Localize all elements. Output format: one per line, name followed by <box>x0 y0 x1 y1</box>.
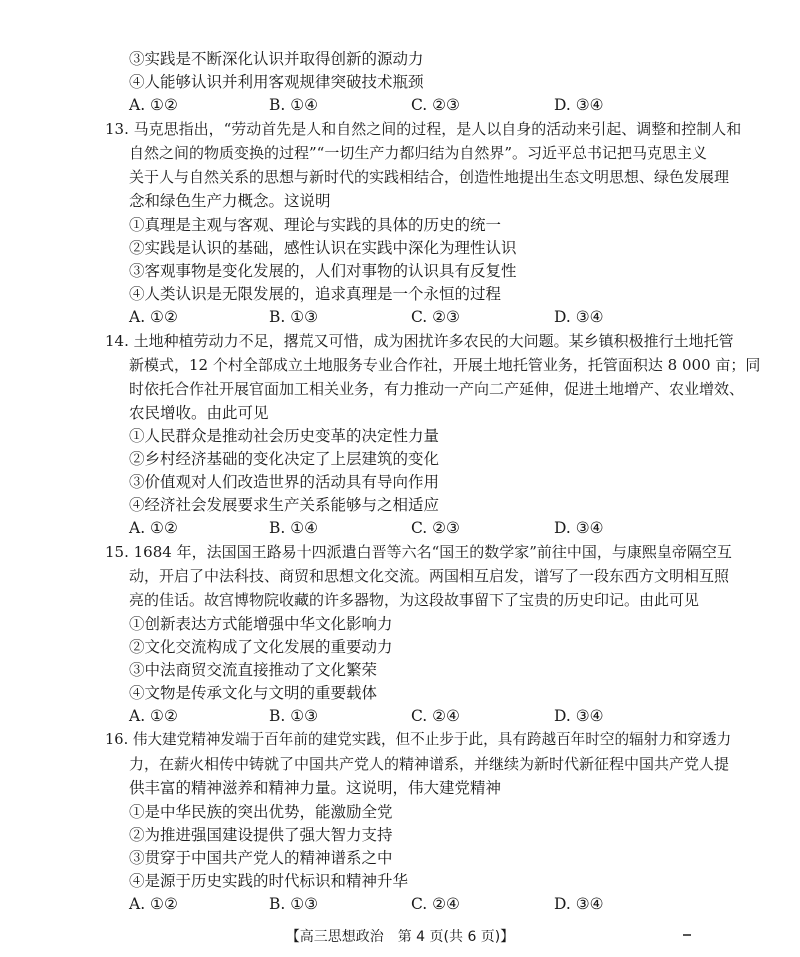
q15-line-3: 亮的佳话。故宫博物院收藏的许多器物，为这段故事留下了宝贵的历史印记。由此可见 <box>129 591 700 609</box>
q13-statement-1: ①真理是主观与客观、理论与实践的具体的历史的统一 <box>129 216 502 234</box>
q13-option-b: B. ①③ <box>269 308 319 326</box>
q16-line-2: 力，在薪火相传中铸就了中国共产党人的精神谱系，并继续为新时代新征程中国共产党人提 <box>129 755 730 773</box>
q13-option-a: A. ①② <box>129 308 178 326</box>
page-footer: 【高三思想政治 第 4 页(共 6 页)】 <box>285 929 515 945</box>
q13-statement-4: ④人类认识是无限发展的，追求真理是一个永恒的过程 <box>129 285 502 303</box>
q15-option-a: A. ①② <box>129 707 178 725</box>
q14-option-d: D. ③④ <box>554 519 604 537</box>
q15-option-c: C. ②④ <box>411 707 460 725</box>
q12-option-c: C. ②③ <box>411 96 460 114</box>
q13-option-d: D. ③④ <box>554 308 604 326</box>
q15-option-d: D. ③④ <box>554 707 604 725</box>
q16-statement-3: ③贯穿于中国共产党人的精神谱系之中 <box>129 849 393 867</box>
corner-mark <box>683 934 691 936</box>
q16-option-a: A. ①② <box>129 895 178 913</box>
q14-statement-1: ①人民群众是推动社会历史变革的决定性力量 <box>129 427 440 445</box>
q15-statement-2: ②文化交流构成了文化发展的重要动力 <box>129 638 393 656</box>
q13-option-c: C. ②③ <box>411 308 460 326</box>
q15-statement-1: ①创新表达方式能增强中华文化影响力 <box>129 615 393 633</box>
q16-statement-1: ①是中华民族的突出优势，能激励全党 <box>129 803 393 821</box>
q13-line-1: 13. 马克思指出，“劳动首先是人和自然之间的过程，是人以自身的活动来引起、调整和控制人和 <box>105 120 742 138</box>
q13-statement-3: ③客观事物是变化发展的，人们对事物的认识具有反复性 <box>129 262 517 280</box>
q16-option-c: C. ②④ <box>411 895 460 913</box>
q12-statement-4: ④人能够认识并利用客观规律突破技术瓶颈 <box>129 73 424 91</box>
q16-line-1: 16. 伟大建党精神发端于百年前的建党实践，但不止步于此，具有跨越百年时空的辐射力和穿透力 <box>105 731 732 748</box>
q15-statement-3: ③中法商贸交流直接推动了文化繁荣 <box>129 661 378 679</box>
q13-statement-2: ②实践是认识的基础，感性认识在实践中深化为理性认识 <box>129 239 517 257</box>
q14-statement-2: ②乡村经济基础的变化决定了上层建筑的变化 <box>129 450 440 468</box>
q14-option-b: B. ①④ <box>269 519 319 537</box>
q14-option-c: C. ②③ <box>411 519 460 537</box>
q16-line-3: 供丰富的精神滋养和精神力量。这说明，伟大建党精神 <box>129 779 502 797</box>
q14-option-a: A. ①② <box>129 519 178 537</box>
q14-line-1: 14. 土地种植劳动力不足，撂荒又可惜，成为困扰许多农民的大问题。某乡镇积极推行土地托管 <box>105 332 734 350</box>
q13-line-2: 自然之间的物质变换的过程”“一切生产力都归结为自然界”。习近平总书记把马克思主义 <box>129 144 708 162</box>
q16-statement-2: ②为推进强国建设提供了强大智力支持 <box>129 826 393 844</box>
q15-line-2: 动，开启了中法科技、商贸和思想文化交流。两国相互启发，谱写了一段东西方文明相互照 <box>129 567 730 585</box>
q14-line-4: 农民增收。由此可见 <box>129 404 269 422</box>
q12-option-d: D. ③④ <box>554 96 604 114</box>
q14-statement-4: ④经济社会发展要求生产关系能够与之相适应 <box>129 496 440 514</box>
q13-line-4: 念和绿色生产力概念。这说明 <box>129 192 331 210</box>
q14-line-3: 时依托合作社开展官面加工相关业务，有力推动一产向二产延伸，促进土地增产、农业增效、 <box>129 380 745 398</box>
q12-option-a: A. ①② <box>129 96 178 114</box>
q12-option-b: B. ①④ <box>269 96 319 114</box>
q14-line-2: 新模式，12 个村全部成立土地服务专业合作社，开展土地托管业务，托管面积达 8 000 亩；同 <box>129 356 761 374</box>
q16-option-d: D. ③④ <box>554 895 604 913</box>
q15-option-b: B. ①③ <box>269 707 319 725</box>
q12-statement-3: ③实践是不断深化认识并取得创新的源动力 <box>129 50 424 68</box>
q15-line-1: 15. 1684 年，法国国王路易十四派遣白晋等六名“国王的数学家”前往中国，与康熙皇帝隔空互 <box>105 543 732 561</box>
q16-statement-4: ④是源于历史实践的时代标识和精神升华 <box>129 872 409 890</box>
q15-statement-4: ④文物是传承文化与文明的重要载体 <box>129 684 378 702</box>
q13-line-3: 关于人与自然关系的思想与新时代的实践相结合，创造性地提出生态文明思想、绿色发展理 <box>129 168 730 186</box>
q16-option-b: B. ①③ <box>269 895 319 913</box>
q14-statement-3: ③价值观对人们改造世界的活动具有导向作用 <box>129 473 440 491</box>
